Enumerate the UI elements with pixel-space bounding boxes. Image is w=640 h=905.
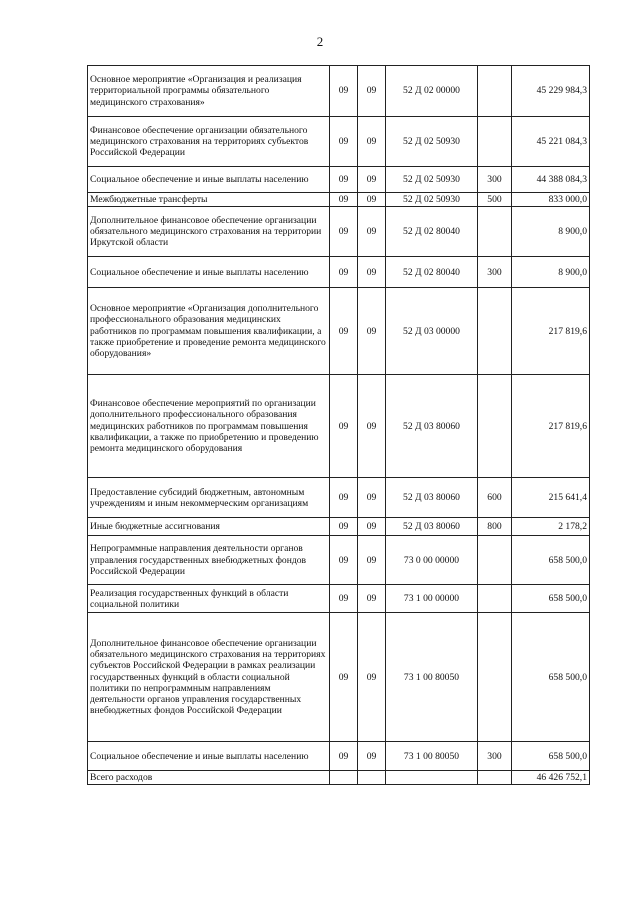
row-target-item: 52 Д 03 80060 [386, 375, 478, 478]
table-row [88, 257, 590, 288]
row-expense-type [478, 375, 512, 478]
row-target-item: 52 Д 02 50930 [386, 167, 478, 193]
table-row [88, 167, 590, 193]
row-expense-type: 300 [478, 257, 512, 288]
row-amount: 46 426 752,1 [512, 771, 590, 785]
row-section [330, 771, 358, 785]
row-amount: 44 388 084,3 [512, 167, 590, 193]
row-section: 09 [330, 257, 358, 288]
row-subsection: 09 [358, 518, 386, 536]
row-expense-type: 500 [478, 193, 512, 207]
row-amount: 658 500,0 [512, 613, 590, 742]
row-subsection: 09 [358, 193, 386, 207]
expenditure-table [87, 65, 590, 785]
table-row [88, 613, 590, 742]
row-section: 09 [330, 167, 358, 193]
total-row [88, 771, 590, 785]
table-row [88, 518, 590, 536]
row-subsection: 09 [358, 478, 386, 518]
row-expense-type: 800 [478, 518, 512, 536]
table-row [88, 742, 590, 771]
row-amount: 833 000,0 [512, 193, 590, 207]
row-amount: 45 221 084,3 [512, 117, 590, 167]
row-target-item: 52 Д 02 80040 [386, 207, 478, 257]
row-subsection: 09 [358, 742, 386, 771]
row-section: 09 [330, 207, 358, 257]
row-name: Финансовое обеспечение организации обязательного медицинского страхования на территориях субъектов Российской Федерации [88, 117, 330, 167]
row-subsection: 09 [358, 375, 386, 478]
row-amount: 217 819,6 [512, 375, 590, 478]
row-subsection: 09 [358, 66, 386, 117]
row-section: 09 [330, 518, 358, 536]
row-amount: 8 900,0 [512, 257, 590, 288]
row-amount: 658 500,0 [512, 742, 590, 771]
row-target-item: 73 1 00 80050 [386, 613, 478, 742]
row-target-item [386, 771, 478, 785]
page-number: 2 [316, 34, 324, 49]
row-expense-type [478, 117, 512, 167]
row-target-item: 52 Д 03 80060 [386, 518, 478, 536]
row-name: Всего расходов [88, 771, 330, 785]
row-amount: 8 900,0 [512, 207, 590, 257]
row-expense-type [478, 66, 512, 117]
row-expense-type: 600 [478, 478, 512, 518]
row-subsection: 09 [358, 117, 386, 167]
row-name: Дополнительное финансовое обеспечение организации обязательного медицинского страхования на территории Иркутской области [88, 207, 330, 257]
row-name: Дополнительное финансовое обеспечение организации обязательного медицинского страхования на территориях субъектов Российской Федерации в рамках реализации государственных функций в области социальной политики по непрограммным направлениям деятельности органов управления государственных внебюджетных фондов Российской Федерации [88, 613, 330, 742]
row-expense-type: 300 [478, 742, 512, 771]
row-name: Финансовое обеспечение мероприятий по организации дополнительного профессионального образования медицинских работников по программам повышения квалификации, а также по приобретению и проведению ремонта медицинского оборудования [88, 375, 330, 478]
row-subsection: 09 [358, 536, 386, 585]
row-target-item: 52 Д 02 50930 [386, 193, 478, 207]
row-section: 09 [330, 478, 358, 518]
row-expense-type [478, 288, 512, 375]
row-target-item: 52 Д 02 50930 [386, 117, 478, 167]
table-row [88, 193, 590, 207]
row-name: Иные бюджетные ассигнования [88, 518, 330, 536]
row-target-item: 73 1 00 00000 [386, 585, 478, 613]
row-section: 09 [330, 742, 358, 771]
row-name: Основное мероприятие «Организация и реализация территориальной программы обязательного медицинского страхования» [88, 66, 330, 117]
row-expense-type: 300 [478, 167, 512, 193]
row-target-item: 73 0 00 00000 [386, 536, 478, 585]
row-amount: 215 641,4 [512, 478, 590, 518]
row-target-item: 73 1 00 80050 [386, 742, 478, 771]
row-expense-type [478, 207, 512, 257]
row-target-item: 52 Д 03 80060 [386, 478, 478, 518]
row-name: Социальное обеспечение и иные выплаты населению [88, 257, 330, 288]
row-subsection: 09 [358, 207, 386, 257]
row-name: Непрограммные направления деятельности органов управления государственных внебюджетных фондов Российской Федерации [88, 536, 330, 585]
row-section: 09 [330, 613, 358, 742]
table-row [88, 478, 590, 518]
table-row [88, 117, 590, 167]
row-section: 09 [330, 536, 358, 585]
row-name: Основное мероприятие «Организация дополнительного профессионального образования медицинских работников по программам повышения квалификации, а также приобретение и проведение ремонта медицинского оборудования» [88, 288, 330, 375]
row-subsection: 09 [358, 585, 386, 613]
row-subsection: 09 [358, 613, 386, 742]
row-expense-type [478, 613, 512, 742]
row-name: Социальное обеспечение и иные выплаты населению [88, 167, 330, 193]
row-section: 09 [330, 585, 358, 613]
row-amount: 45 229 984,3 [512, 66, 590, 117]
row-section: 09 [330, 375, 358, 478]
table-row [88, 288, 590, 375]
row-name: Социальное обеспечение и иные выплаты населению [88, 742, 330, 771]
table-row [88, 207, 590, 257]
row-expense-type [478, 771, 512, 785]
row-expense-type [478, 536, 512, 585]
row-expense-type [478, 585, 512, 613]
row-amount: 658 500,0 [512, 585, 590, 613]
row-target-item: 52 Д 02 00000 [386, 66, 478, 117]
row-amount: 2 178,2 [512, 518, 590, 536]
row-section: 09 [330, 193, 358, 207]
row-name: Межбюджетные трансферты [88, 193, 330, 207]
table-row [88, 536, 590, 585]
row-target-item: 52 Д 02 80040 [386, 257, 478, 288]
row-amount: 658 500,0 [512, 536, 590, 585]
row-section: 09 [330, 66, 358, 117]
table-row [88, 66, 590, 117]
row-subsection: 09 [358, 257, 386, 288]
table-row [88, 375, 590, 478]
row-section: 09 [330, 117, 358, 167]
row-subsection: 09 [358, 167, 386, 193]
row-target-item: 52 Д 03 00000 [386, 288, 478, 375]
row-section: 09 [330, 288, 358, 375]
row-name: Реализация государственных функций в области социальной политики [88, 585, 330, 613]
table-row [88, 585, 590, 613]
row-name: Предоставление субсидий бюджетным, автономным учреждениям и иным некоммерческим организациям [88, 478, 330, 518]
row-subsection: 09 [358, 288, 386, 375]
row-subsection [358, 771, 386, 785]
row-amount: 217 819,6 [512, 288, 590, 375]
